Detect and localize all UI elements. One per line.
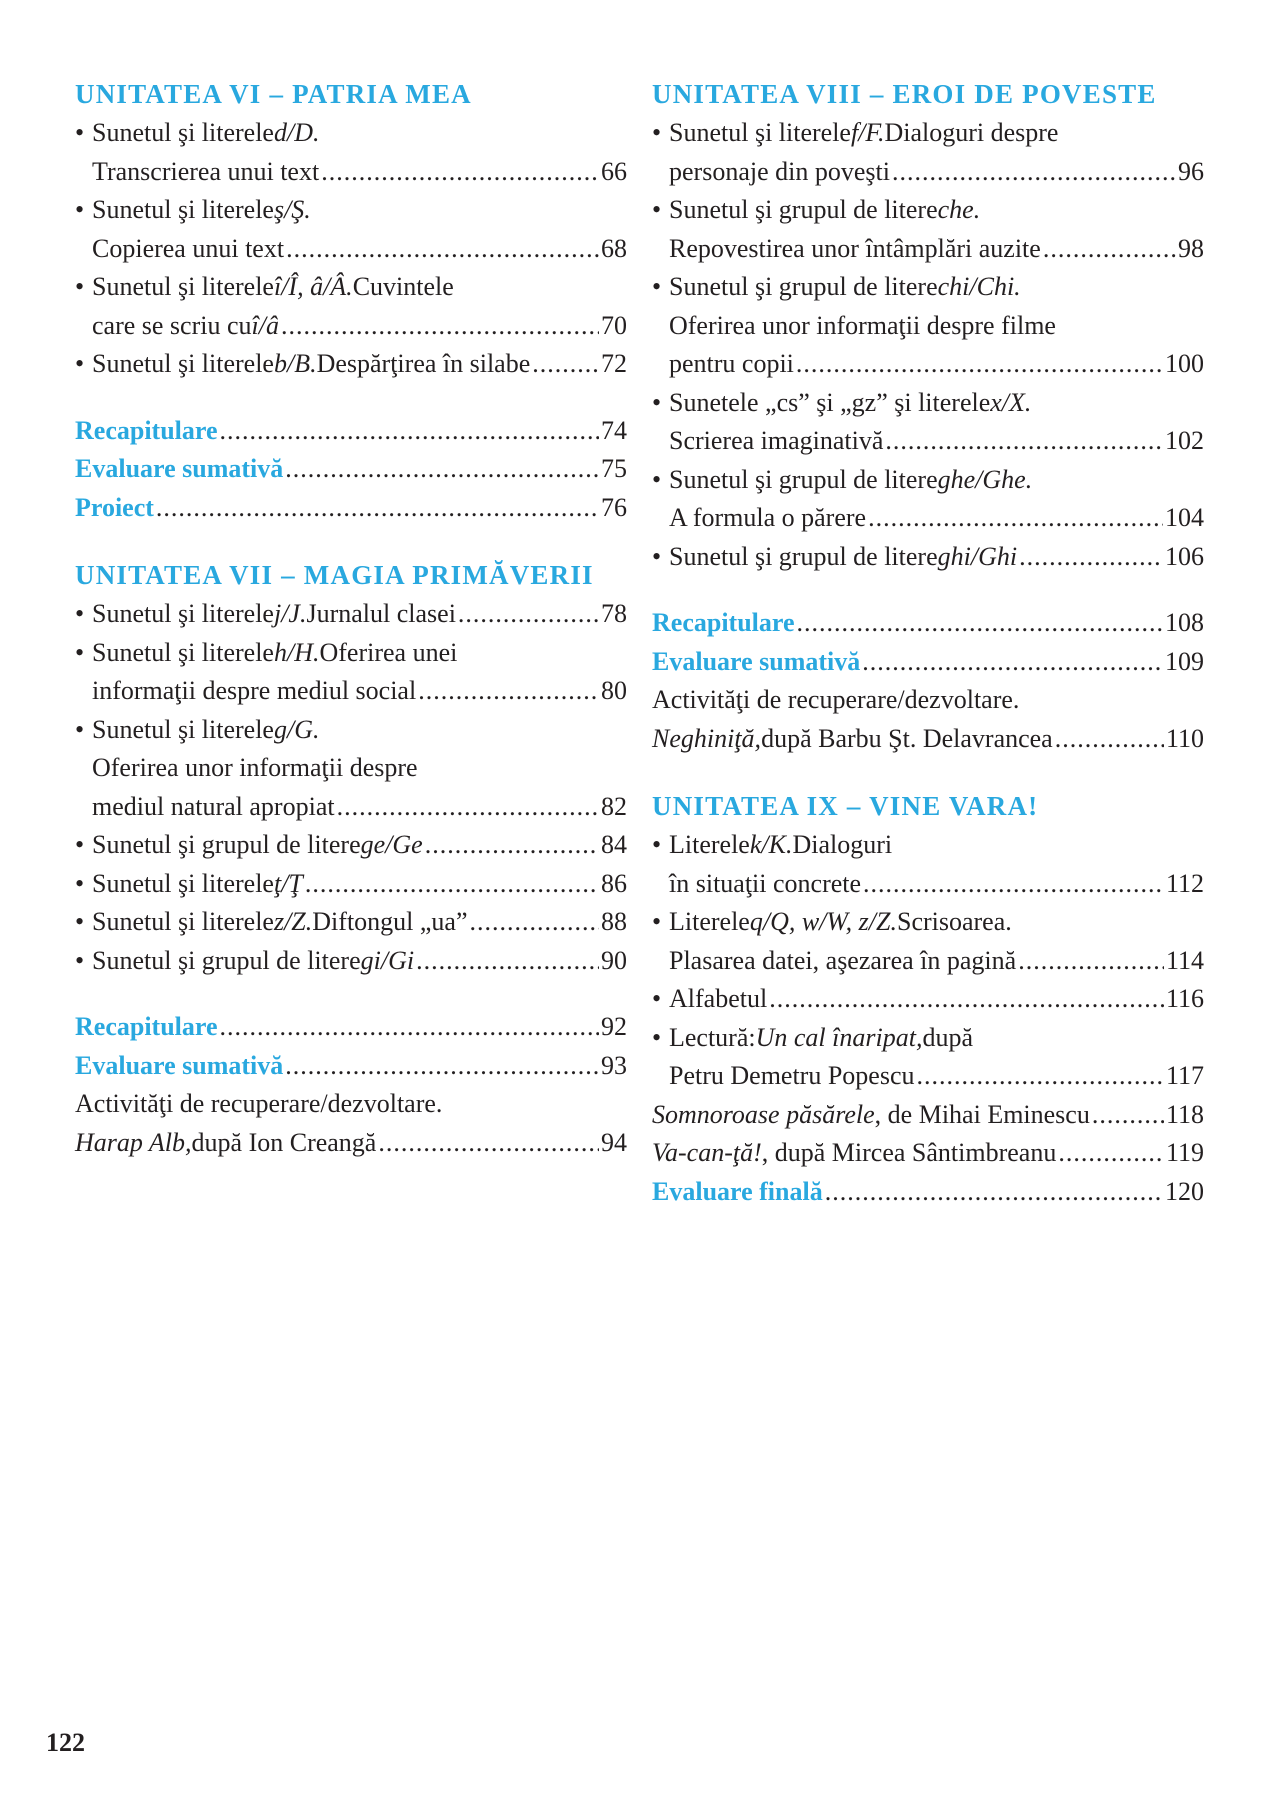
toc-activitati-recuperare[interactable]: Activităţi de recuperare/dezvoltare. — [75, 1089, 443, 1118]
page-ref: 94 — [601, 1127, 627, 1157]
page-ref: 90 — [601, 945, 627, 975]
toc-left-column — [75, 74, 627, 1162]
leader-dots — [796, 345, 1163, 384]
toc-entry[interactable]: • Sunetul şi literele f/F. Dialoguri despre personaje din poveşti ..... 96 — [652, 114, 1204, 191]
page-ref: 110 — [1165, 723, 1204, 753]
leader-dots — [337, 788, 599, 827]
leader-dots — [305, 865, 599, 904]
page-ref: 72 — [601, 349, 627, 378]
leader-dots — [1043, 230, 1176, 269]
page-ref: 109 — [1165, 646, 1204, 676]
toc-entry[interactable]: • Lectură: Un cal înaripat, după Petru Demetru Popescu ..... 117 — [652, 1019, 1204, 1096]
page-ref: 78 — [601, 599, 627, 628]
page-ref: 93 — [601, 1050, 627, 1080]
leader-dots — [378, 1124, 599, 1163]
page-ref: 114 — [1165, 945, 1204, 975]
page-ref: 68 — [601, 233, 627, 263]
page-ref: 108 — [1165, 608, 1204, 637]
leader-dots — [885, 422, 1163, 461]
leader-dots — [1092, 1096, 1164, 1135]
toc-right-column — [652, 74, 1204, 1211]
page-ref: 118 — [1165, 1099, 1204, 1129]
page-ref: 116 — [1165, 984, 1204, 1013]
toc-entry[interactable]: • Sunetul şi literele ţ/Ţ ..... 86 — [75, 865, 627, 904]
leader-dots — [863, 865, 1164, 904]
page-ref: 100 — [1165, 349, 1204, 378]
toc-entry[interactable]: • Sunetul şi literele ş/Ş. Copierea unui text ..... 68 — [75, 191, 627, 268]
page-ref: 120 — [1165, 1176, 1204, 1206]
toc-entry[interactable]: • Literele k/K. Dialoguri în situaţii concrete ..... 112 — [652, 826, 1204, 903]
leader-dots — [797, 604, 1164, 643]
bullet-icon: • — [652, 464, 662, 494]
toc-entry[interactable]: • Sunetele „cs” şi „gz” şi literele x/X. Scrierea imaginativă ..... 102 — [652, 384, 1204, 461]
bullet-icon: • — [652, 1022, 662, 1052]
leader-dots — [321, 153, 599, 192]
toc-entry[interactable]: Va-can-ţă! , după Mircea Sântimbreanu ..... 119 — [652, 1134, 1204, 1173]
unit-heading: UNITATEA VI – PATRIA MEA — [75, 79, 472, 109]
toc-evaluare-sumativa[interactable]: Evaluare sumativă ..... 75 — [75, 450, 627, 489]
bullet-icon: • — [75, 714, 85, 744]
page-ref: 70 — [601, 310, 627, 340]
toc-proiect[interactable]: Proiect ..... 76 — [75, 489, 627, 528]
leader-dots — [220, 412, 600, 451]
page-ref: 119 — [1165, 1138, 1204, 1167]
bullet-icon: • — [75, 349, 85, 378]
toc-entry[interactable]: • Sunetul şi literele j/J. Jurnalul clasei ..... 78 — [75, 595, 627, 634]
bullet-icon: • — [652, 984, 662, 1013]
toc-evaluare-finala[interactable]: Evaluare finală ..... 120 — [652, 1173, 1204, 1212]
leader-dots — [1055, 720, 1164, 759]
leader-dots — [862, 643, 1163, 682]
toc-entry[interactable]: • Sunetul şi literele g/G. Oferirea unor informaţii despre mediul natural apropiat ..... 82 — [75, 711, 627, 827]
leader-dots — [416, 942, 599, 981]
bullet-icon: • — [652, 195, 662, 224]
page-ref: 66 — [601, 156, 627, 186]
leader-dots — [281, 307, 599, 346]
toc-lectura[interactable]: Harap Alb, după Ion Creangă ..... 94 — [75, 1124, 627, 1163]
bullet-icon: • — [75, 599, 85, 628]
leader-dots — [868, 499, 1163, 538]
toc-entry[interactable]: • Sunetul şi grupul de litere ghi/Ghi ..... 106 — [652, 538, 1204, 577]
page-ref: 104 — [1165, 503, 1204, 532]
unit-heading: UNITATEA VIII – EROI DE POVESTE — [652, 79, 1157, 109]
bullet-icon: • — [75, 907, 85, 936]
bullet-icon: • — [652, 118, 662, 147]
toc-entry[interactable]: • Sunetul şi literele z/Z. Diftongul „ua” ..... 88 — [75, 903, 627, 942]
page-ref: 98 — [1178, 233, 1204, 263]
toc-evaluare-sumativa[interactable]: Evaluare sumativă ..... 93 — [75, 1047, 627, 1086]
toc-entry[interactable]: • Sunetul şi grupul de litere gi/Gi ..... 90 — [75, 942, 627, 981]
bullet-icon: • — [75, 272, 85, 301]
page-ref: 84 — [601, 830, 627, 859]
bullet-icon: • — [75, 830, 85, 859]
leader-dots — [285, 450, 599, 489]
page-ref: 106 — [1165, 541, 1204, 571]
page-ref: 74 — [601, 415, 627, 445]
toc-activitati-recuperare[interactable]: Activităţi de recuperare/dezvoltare. — [652, 685, 1020, 714]
leader-dots — [825, 1173, 1163, 1212]
bullet-icon: • — [652, 830, 662, 859]
page-ref: 92 — [601, 1012, 627, 1041]
toc-entry[interactable]: • Sunetul şi literele d/D. Transcrierea unui text ..... 66 — [75, 114, 627, 191]
leader-dots — [285, 1047, 599, 1086]
leader-dots — [156, 489, 599, 528]
leader-dots — [418, 672, 599, 711]
leader-dots — [1018, 942, 1164, 981]
toc-entry[interactable]: Somnoroase păsărele , de Mihai Eminescu ..... 118 — [652, 1096, 1204, 1135]
page-ref: 80 — [601, 676, 627, 705]
toc-recapitulare[interactable]: Recapitulare ..... 92 — [75, 1008, 627, 1047]
page-number: 122 — [46, 1728, 85, 1757]
unit-heading: UNITATEA VII – MAGIA PRIMĂVERII — [75, 560, 594, 590]
toc-entry[interactable]: • Sunetul şi grupul de litere che. Repovestirea unor întâmplări auzite ..... 98 — [652, 191, 1204, 268]
page-ref: 82 — [601, 791, 627, 821]
page-ref: 112 — [1165, 868, 1204, 898]
toc-entry[interactable]: • Sunetul şi literele î/Î, â/Â. Cuvintele care se scriu cu î/â ..... 70 — [75, 268, 627, 345]
leader-dots — [532, 345, 599, 384]
leader-dots — [769, 980, 1164, 1019]
bullet-icon: • — [75, 195, 85, 224]
leader-dots — [220, 1008, 600, 1047]
toc-entry[interactable]: • Literele q/Q, w/W, z/Z. Scrisoarea. Plasarea datei, aşezarea în pagină ..... 114 — [652, 903, 1204, 980]
leader-dots — [1019, 538, 1163, 577]
page-ref: 75 — [601, 454, 627, 483]
bullet-icon: • — [652, 272, 662, 301]
bullet-icon: • — [652, 907, 662, 936]
bullet-icon: • — [75, 118, 85, 147]
page-ref: 88 — [601, 907, 627, 936]
toc-entry[interactable]: • Sunetul şi literele b/B. Despărţirea în silabe ..... 72 — [75, 345, 627, 384]
page-ref: 117 — [1165, 1061, 1204, 1090]
leader-dots — [917, 1057, 1164, 1096]
leader-dots — [458, 595, 599, 634]
leader-dots — [286, 230, 599, 269]
leader-dots — [1058, 1134, 1164, 1173]
toc-evaluare-sumativa[interactable]: Evaluare sumativă ..... 109 — [652, 643, 1204, 682]
leader-dots — [425, 826, 599, 865]
bullet-icon: • — [75, 637, 85, 667]
bullet-icon: • — [75, 868, 85, 898]
toc-entry[interactable]: • Alfabetul ..... 116 — [652, 980, 1204, 1019]
leader-dots — [892, 153, 1176, 192]
toc-recapitulare[interactable]: Recapitulare ..... 108 — [652, 604, 1204, 643]
toc-entry[interactable]: • Sunetul şi grupul de litere ge/Ge ..... 84 — [75, 826, 627, 865]
page-ref: 96 — [1178, 156, 1204, 186]
leader-dots — [470, 903, 599, 942]
toc-entry[interactable]: • Sunetul şi grupul de litere chi/Chi. Oferirea unor informaţii despre filme pentru copii ..... 100 — [652, 268, 1204, 384]
bullet-icon: • — [75, 945, 85, 975]
toc-entry[interactable]: • Sunetul şi literele h/H. Oferirea unei informaţii despre mediul social ..... 80 — [75, 634, 627, 711]
page-ref: 102 — [1165, 426, 1204, 455]
bullet-icon: • — [652, 541, 662, 571]
bullet-icon: • — [652, 387, 662, 417]
page-ref: 86 — [601, 868, 627, 898]
unit-heading: UNITATEA IX – VINE VARA! — [652, 791, 1039, 821]
toc-lectura[interactable]: Neghiniţă, după Barbu Şt. Delavrancea ..... 110 — [652, 720, 1204, 759]
toc-recapitulare[interactable]: Recapitulare ..... 74 — [75, 412, 627, 451]
page-ref: 76 — [601, 492, 627, 522]
toc-entry[interactable]: • Sunetul şi grupul de litere ghe/Ghe. A formula o părere ..... 104 — [652, 461, 1204, 538]
